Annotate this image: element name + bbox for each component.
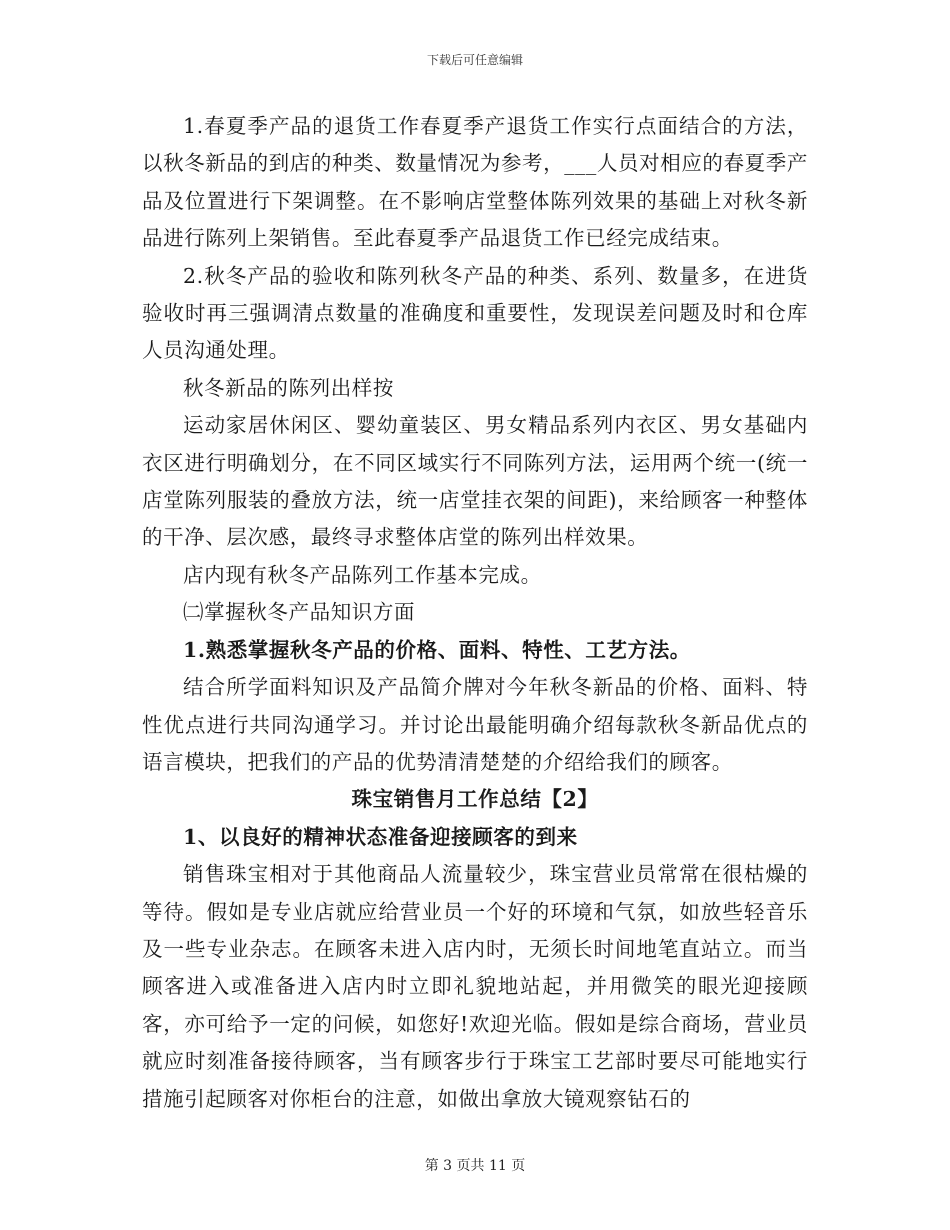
- subheading-familiar-products: 1.熟悉掌握秋冬产品的价格、面料、特性、工艺方法。: [183, 637, 691, 662]
- paragraph-display-zones: 运动家居休闲区、婴幼童装区、男女精品系列内衣区、男女基础内衣区进行明确划分，在不同区域实行不同陈列方法，运用两个统一(统一店堂陈列服装的叠放方法，统一店堂挂衣架的间距)，来给顾客一种整体的干净、层次感，最终寻求整体店堂的陈列出样效果。: [142, 413, 808, 550]
- paragraph-autumn-winter-inspection: 2.秋冬产品的验收和陈列秋冬产品的种类、系列、数量多，在进货验收时再三强调清点数量的准确度和重要性，发现误差问题及时和仓库人员沟通处理。: [142, 263, 808, 363]
- page-number: 第 3 页共 11 页: [424, 1158, 526, 1174]
- paragraph-display-intro: 秋冬新品的陈列出样按: [183, 375, 394, 400]
- paragraph-spring-summer-return: 1.春夏季产品的退货工作春夏季产退货工作实行点面结合的方法，以秋冬新品的到店的种类、数量情况为参考，___人员对相应的春夏季产品及位置进行下架调整。在不影响店堂整体陈列效果的基础上对秋冬新品进行陈列上架销售。至此春夏季产品退货工作已经完成结束。: [142, 114, 808, 251]
- page-header-note: 下载后可任意编辑: [426, 53, 523, 67]
- subheading-spirit: 1、以良好的精神状态准备迎接顾客的到来: [183, 824, 578, 849]
- paragraph-study-products: 结合所学面料知识及产品简介牌对今年秋冬新品的价格、面料、特性优点进行共同沟通学习。并讨论出最能明确介绍每款秋冬新品优点的语言模块，把我们的产品的优势清清楚楚的介绍给我们的顾客。: [142, 675, 808, 774]
- paragraph-jewelry-sales: 销售珠宝相对于其他商品人流量较少，珠宝营业员常常在很枯燥的等待。假如是专业店就应给营业员一个好的环境和气氛，如放些轻音乐及一些专业杂志。在顾客未进入店内时，无须长时间地笔直站立。而当顾客进入或准备进入店内时立即礼貌地站起，并用微笑的眼光迎接顾客，亦可给予一定的问候，如您好!欢迎光临。假如是综合商场，营业员就应时刻准备接待顾客，当有顾客步行于珠宝工艺部时要尽可能地实行措施引起顾客对你柜台的注意，如做出拿放大镜观察钻石的: [142, 862, 808, 1111]
- document-body: [142, 108, 808, 1118]
- section-heading-product-knowledge: ㈡掌握秋冬产品知识方面: [183, 600, 416, 625]
- document-title-jewelry-summary: 珠宝销售月工作总结【2】: [351, 787, 599, 812]
- paragraph-display-complete: 店内现有秋冬产品陈列工作基本完成。: [183, 562, 542, 587]
